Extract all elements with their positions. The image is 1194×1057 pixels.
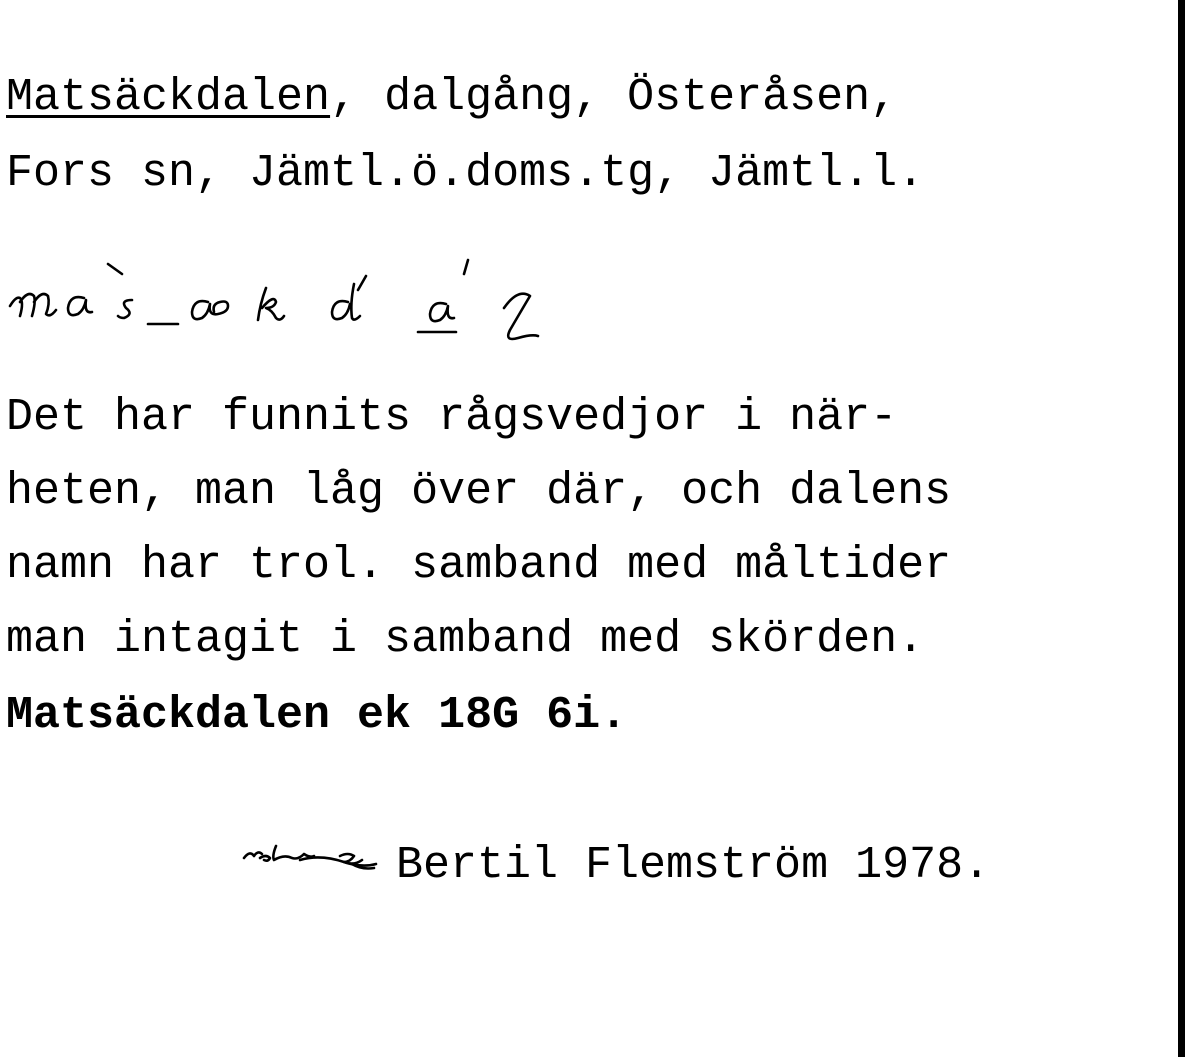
handwritten-pronunciation [0, 236, 560, 356]
header-line-2: Fors sn, Jämtl.ö.doms.tg, Jämtl.l. [6, 148, 925, 199]
card-edge-rule [1178, 0, 1185, 1057]
header-line-1 [6, 72, 897, 124]
body-line-2: heten, man låg över där, och dalens [6, 466, 952, 517]
signature-mark [240, 836, 380, 886]
body-line-3: namn har trol. samband med måltider [6, 540, 952, 591]
signature-text: Bertil Flemström 1978. [396, 840, 991, 891]
headword: Matsäckdalen [6, 72, 331, 123]
body-line-1: Det har funnits rågsvedjor i när- [6, 392, 898, 443]
signature-block [240, 836, 1060, 896]
reference-line: Matsäckdalen ek 18G 6i. [6, 690, 628, 741]
header-rest: , dalgång, Österåsen, [330, 72, 898, 123]
body-line-4: man intagit i samband med skörden. [6, 614, 925, 665]
